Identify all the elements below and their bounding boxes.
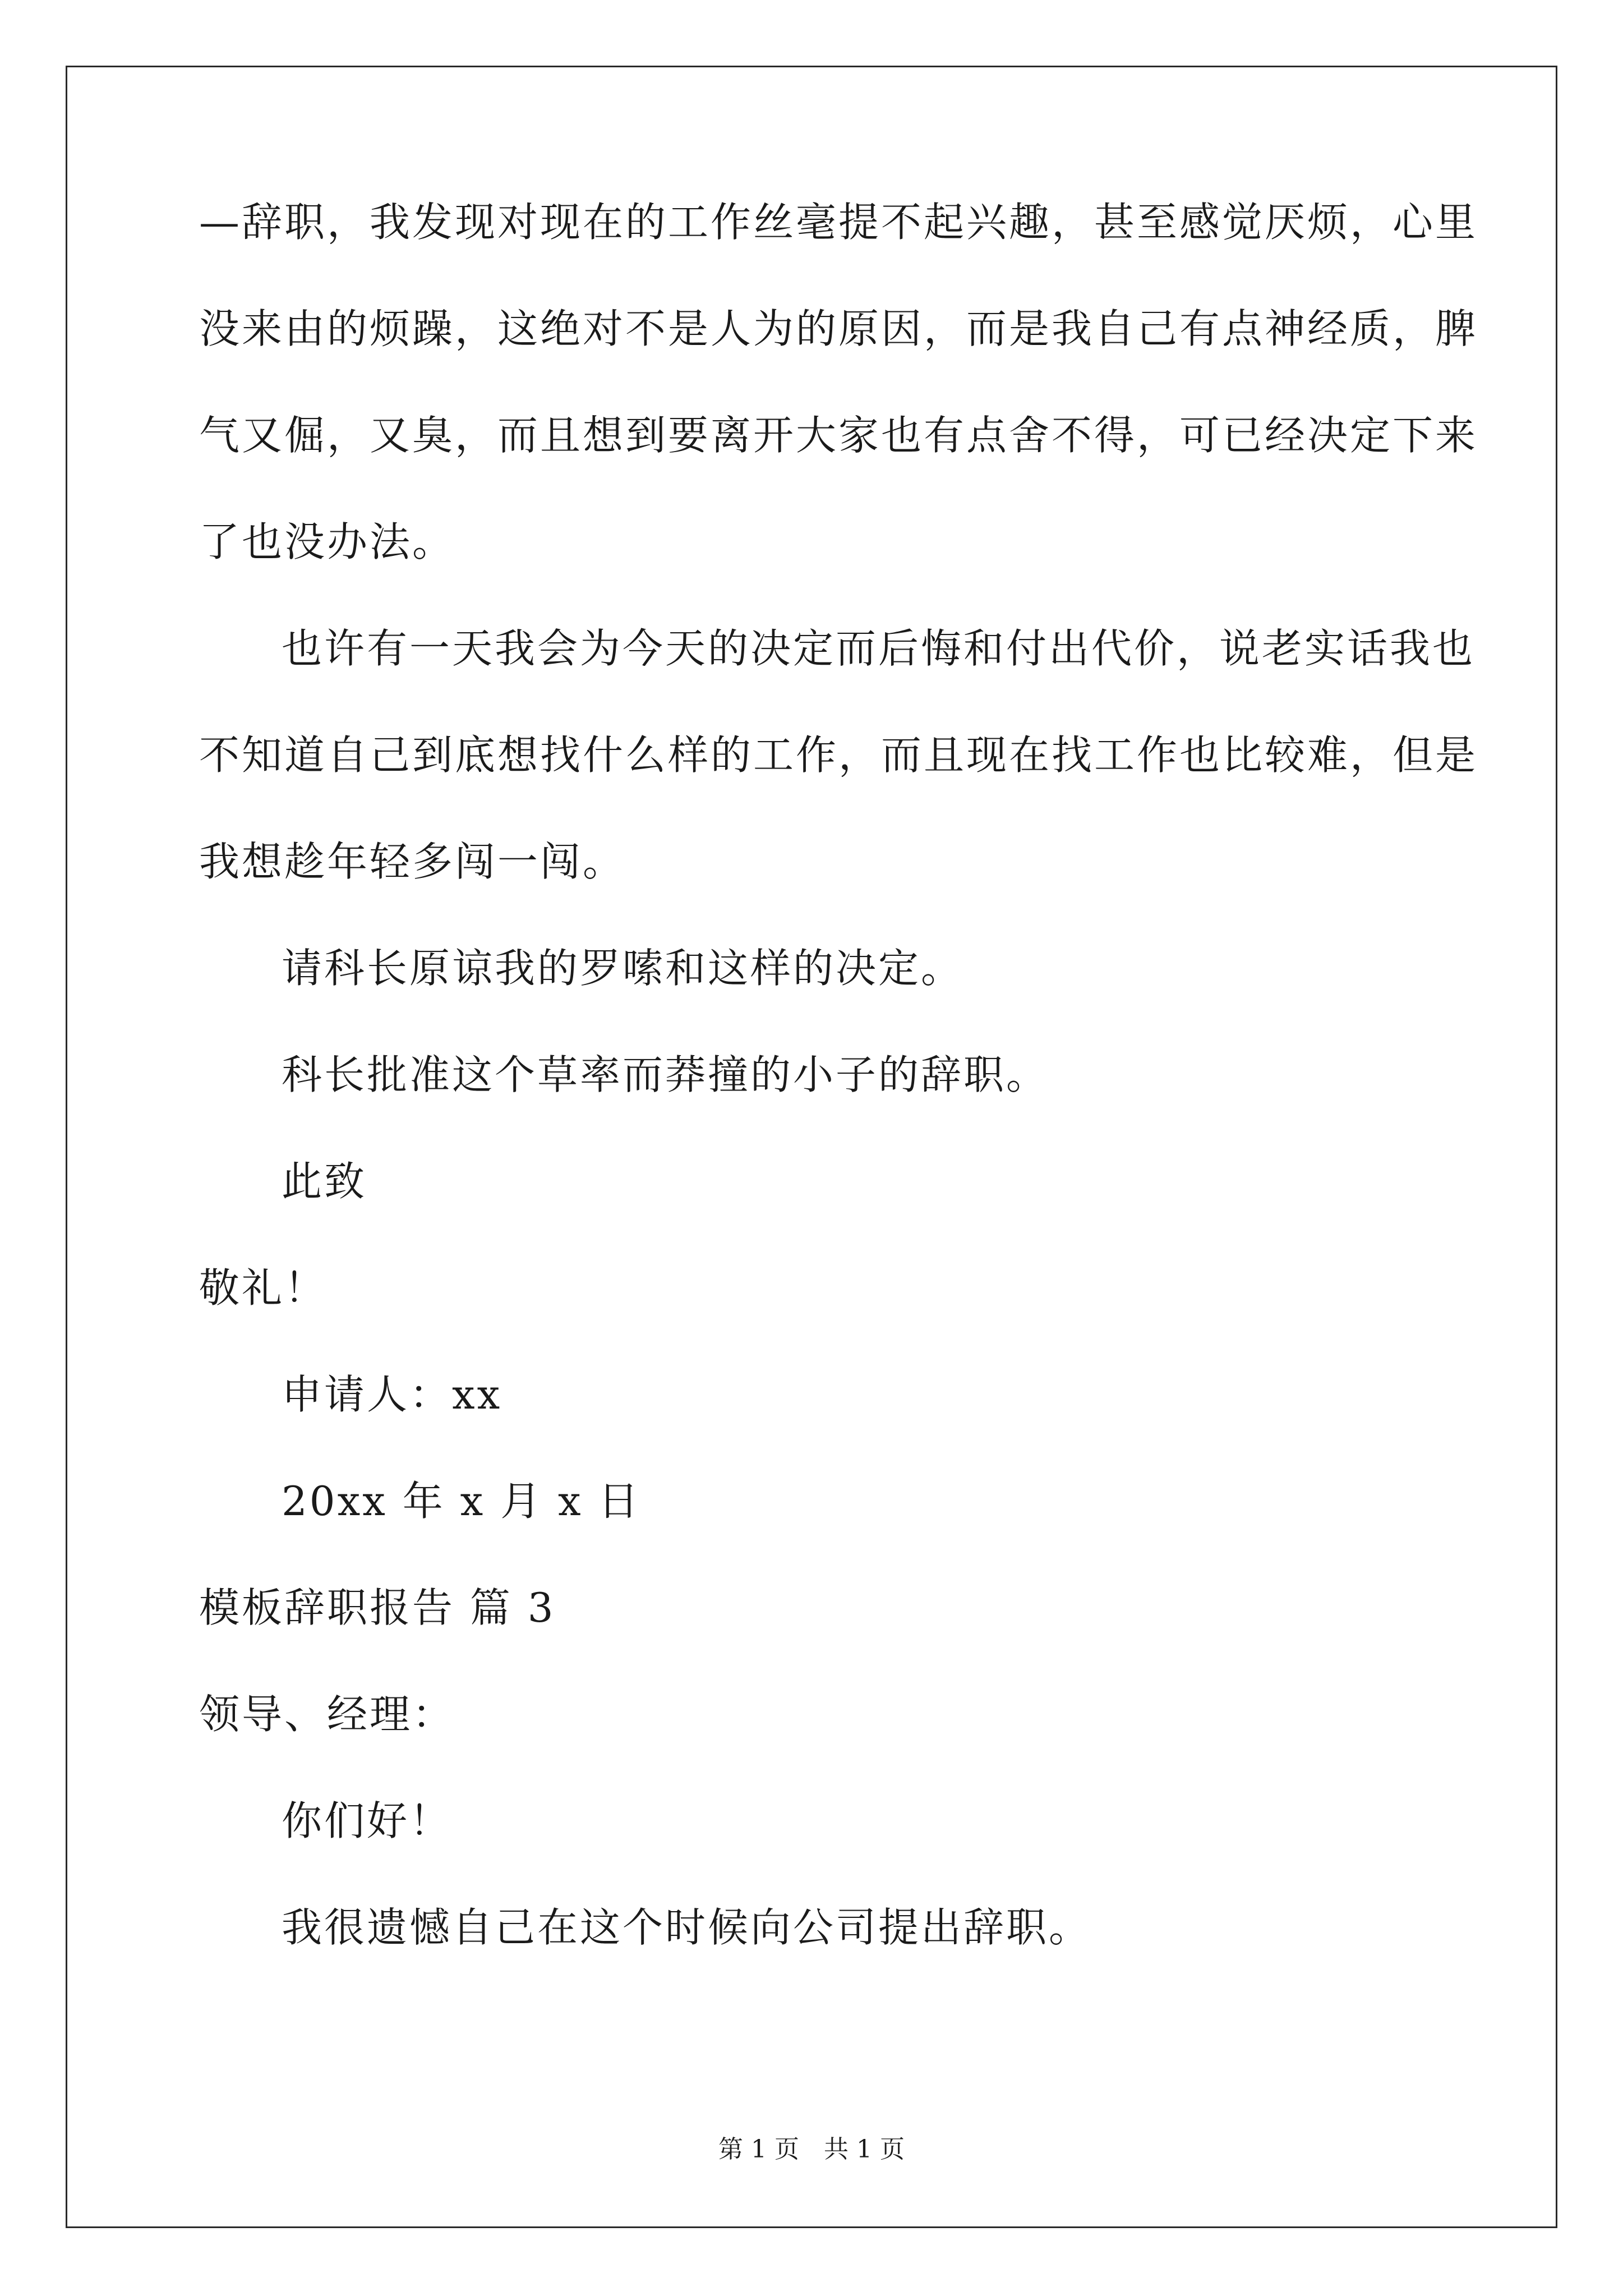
paragraph-resignation-statement: 我很遗憾自己在这个时候向公司提出辞职。 xyxy=(282,1904,1092,1951)
letter-greeting: 你们好！ xyxy=(282,1797,453,1844)
signature-date: 20xx 年 x 月 x 日 xyxy=(282,1478,641,1525)
document-body xyxy=(199,199,1478,1951)
paragraph-resignation-reason xyxy=(199,199,1478,565)
text-line: 了也没办法。 xyxy=(199,518,455,565)
text-line: 不知道自己到底想找什么样的工作，而且现在找工作也比较难，但是 xyxy=(199,731,1478,779)
text-line: 也许有一天我会为今天的决定而后悔和付出代价，说老实话我也 xyxy=(282,625,1476,672)
section-heading: 模板辞职报告 篇 3 xyxy=(199,1584,556,1631)
closing-salutation: 此致 xyxy=(282,1158,367,1205)
paragraph-apology: 请科长原谅我的罗嗦和这样的决定。 xyxy=(282,945,964,992)
paragraph-approval-request: 科长批准这个草率而莽撞的小子的辞职。 xyxy=(282,1051,1049,1098)
text-line: —辞职，我发现对现在的工作丝毫提不起兴趣，甚至感觉厌烦，心里 xyxy=(199,199,1478,246)
text-line: 我想趁年轻多闯一闯。 xyxy=(199,838,626,885)
applicant-signature: 申请人：xx xyxy=(282,1371,502,1418)
letter-addressee: 领导、经理： xyxy=(199,1691,455,1738)
closing-regards: 敬礼！ xyxy=(199,1264,328,1312)
text-line: 气又倔，又臭，而且想到要离开大家也有点舍不得，可已经决定下来 xyxy=(199,412,1478,459)
text-line: 没来由的烦躁，这绝对不是人为的原因，而是我自己有点神经质，脾 xyxy=(199,305,1478,352)
paragraph-future-regret xyxy=(199,625,1478,885)
page-footer: 第 1 页 共 1 页 xyxy=(718,2135,905,2164)
